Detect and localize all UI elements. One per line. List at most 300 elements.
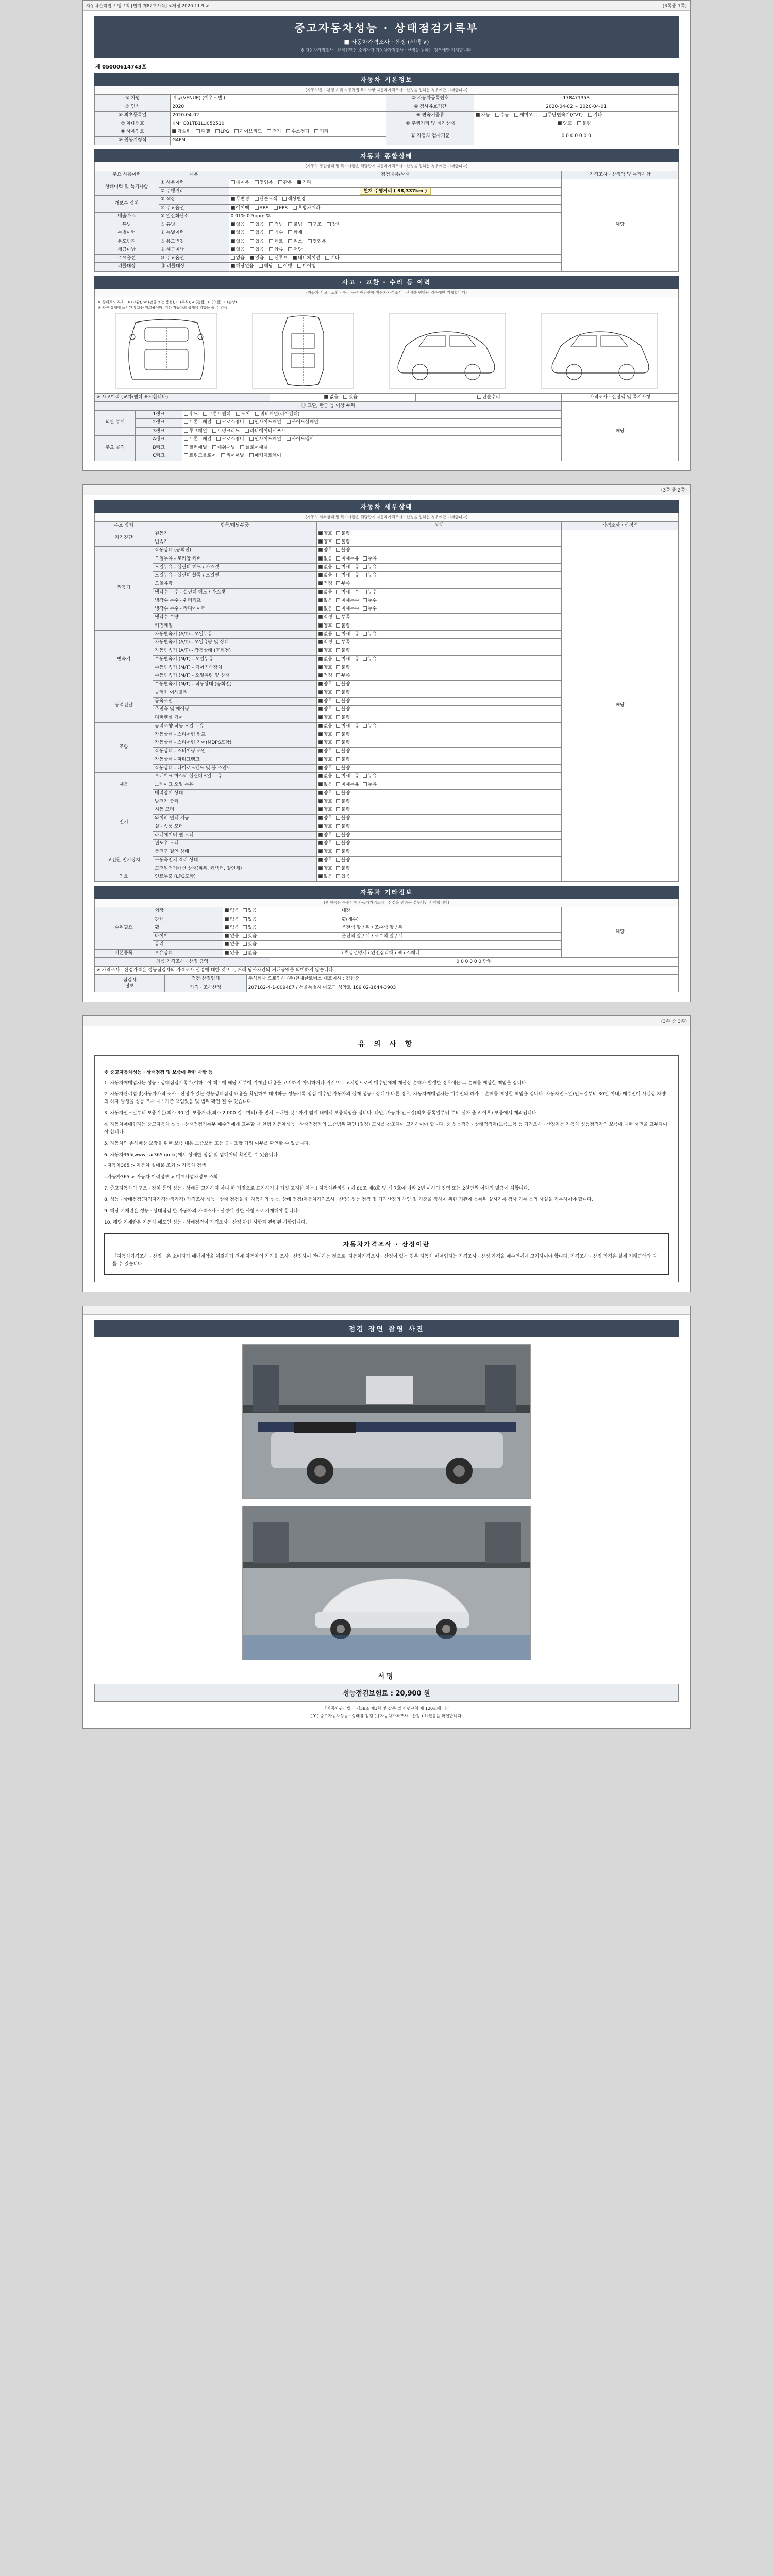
detail-option-0[interactable]: 없음 (318, 590, 332, 596)
detail-option-1[interactable]: 불량 (336, 623, 350, 629)
opt-government: 관용 (278, 180, 292, 186)
car-diagram-side-left (388, 312, 507, 389)
overall-section-title: 자동차 종합상태 (94, 149, 679, 162)
table-row (95, 402, 679, 410)
detail-option-1[interactable]: 미세누유 (336, 573, 359, 579)
detail-status[interactable] (316, 848, 562, 856)
detail-option-1[interactable]: 부족 (336, 615, 350, 620)
basic-section-title: 자동차 기본정보 (94, 73, 679, 86)
detail-option-2[interactable]: 누수 (363, 590, 377, 596)
detail-option-1[interactable]: 불량 (336, 766, 350, 771)
detail-option-1[interactable]: 미세누수 (336, 606, 359, 612)
etc-opt[interactable]: 있음 (243, 925, 257, 931)
opt-color-simple: 단순도색 (255, 197, 278, 202)
detail-option-1[interactable]: 불량 (336, 866, 350, 872)
table-row (95, 975, 679, 984)
detail-option-0[interactable]: 양호 (318, 841, 332, 846)
detail-option-1[interactable]: 불량 (336, 757, 350, 763)
detail-option-1[interactable]: 불량 (336, 699, 350, 704)
detail-option-0[interactable]: 양호 (318, 791, 332, 796)
detail-option-0[interactable]: 양호 (318, 807, 332, 813)
detail-status[interactable] (316, 714, 562, 722)
label-vin: ⑦ 차대번호 (95, 120, 171, 128)
accident-simple-repair[interactable]: 단순수리 (416, 393, 562, 401)
detail-option-0[interactable]: 없음 (318, 565, 332, 570)
table-row (95, 984, 679, 992)
detail-option-0[interactable]: 없음 (318, 556, 332, 562)
detail-item: 자동변속기 (A/T) - 작동상태 (공회전) (153, 647, 316, 655)
detail-status[interactable] (316, 588, 562, 597)
detail-group-1: 원동기 (95, 547, 153, 631)
detail-option-1[interactable]: 불량 (336, 682, 350, 687)
etc-sub-5[interactable]: î 취급설명서 î 안전삼각대 î 잭 î 스패너 (340, 949, 562, 957)
detail-option-0[interactable]: 적정 (318, 640, 332, 646)
col-usage: 주요 사용이력 (95, 171, 159, 179)
detail-option-1[interactable]: 부족 (336, 673, 350, 679)
row-item-usage: ① 사용이력 (159, 179, 229, 187)
detail-option-0[interactable]: 양호 (318, 732, 332, 738)
opt-rental: 대여용 (231, 180, 249, 186)
etc-option-2[interactable] (223, 924, 340, 932)
detail-option-2[interactable]: 누유 (363, 632, 377, 637)
detail-item: 브레이크 오일 누유 (153, 781, 316, 789)
detail-option-0[interactable]: 없음 (318, 874, 332, 880)
detail-option-1[interactable]: 있음 (336, 874, 350, 880)
detail-status[interactable] (316, 538, 562, 547)
guarantee-title: 자동차가격조사 · 산정이란 (343, 1241, 430, 1248)
detail-item: 와이퍼 덜터 기능 (153, 815, 316, 823)
page-2 (82, 484, 691, 1002)
detail-option-1[interactable]: 불량 (336, 791, 350, 796)
row-state-color[interactable] (229, 196, 562, 204)
detail-option-1[interactable]: 부족 (336, 640, 350, 646)
detail-item: 자동변속기 (A/T) - 오일누유 (153, 630, 316, 638)
detail-status[interactable] (316, 706, 562, 714)
row-state-special[interactable] (229, 229, 562, 238)
detail-option-0[interactable]: 양호 (318, 648, 332, 654)
detail-item: 등속조인트 (153, 697, 316, 705)
detail-option-0[interactable]: 양호 (318, 833, 332, 838)
fuel-option-lpg[interactable]: LPG (215, 129, 229, 135)
etc-opt[interactable]: 있음 (243, 942, 257, 947)
inspector-company-value: 주식회사 오토인사 (주)현대글로비스 대표이사 : 김한준 (246, 975, 678, 984)
parts-items-rankc[interactable]: 트렁크플로어 리어패널 패키지트레이 (182, 452, 561, 461)
parts-rank-1: 1랭크 (136, 411, 182, 419)
detail-item: 브레이크 마스터 실린더오일 누유 (153, 773, 316, 781)
transmission-option-cvt[interactable]: 무단변속기(CVT) (543, 113, 583, 118)
detail-option-1[interactable]: 미세누수 (336, 598, 359, 604)
detail-option-0[interactable]: 적정 (318, 581, 332, 587)
opt-tuning-none: 없음 (231, 222, 245, 228)
detail-option-0[interactable]: 양호 (318, 749, 332, 754)
opt-tuning-illegal: 불법 (288, 222, 302, 228)
row-state-mainoption[interactable] (229, 255, 562, 263)
detail-option-2[interactable]: 누유 (363, 724, 377, 730)
document-subtitle-note: ※ 자동차가격조사 · 산정선택은 소비자가 자동차가격조사 · 산정을 원하는 경우에만 기재합니다. (300, 48, 473, 53)
parts-items-rank2[interactable]: 프론트패널 크로스멤버 인사이드패널 사이드실패널 (182, 419, 561, 427)
opt-tax-none: 없음 (231, 247, 245, 253)
detail-status[interactable] (316, 823, 562, 831)
etc-option-3[interactable] (223, 933, 340, 941)
etc-sub-1[interactable]: 휠(개수) (340, 916, 562, 924)
detail-status[interactable] (316, 739, 562, 748)
etc-opt[interactable]: 없음 (243, 951, 257, 956)
etc-opt[interactable]: 없음 (225, 917, 239, 923)
fuel-option-hydrogen[interactable]: 수소전기 (286, 129, 309, 135)
detail-status[interactable] (316, 655, 562, 664)
etc-item-2: 휠 (153, 924, 223, 932)
accident-history-table (94, 393, 679, 402)
detail-item: 윈도우 모터 (153, 840, 316, 848)
etc-sub-2[interactable]: 운전석 앞 / 뒤 / 조수석 앞 / 뒤 (340, 924, 562, 932)
label-carname: ① 차명 (95, 95, 171, 103)
label-engine-type: ⑨ 원동기형식 (95, 137, 171, 145)
row-item-co: ⑤ 일산화탄소 (159, 212, 229, 221)
basic-info-table (94, 94, 679, 145)
detail-status[interactable] (316, 764, 562, 772)
detail-option-0[interactable]: 없음 (318, 598, 332, 604)
col-main-device: 주요 장치 (95, 521, 153, 530)
detail-status[interactable] (316, 555, 562, 563)
etc-opt[interactable]: 있음 (243, 934, 257, 939)
detail-status[interactable] (316, 639, 562, 647)
fuel-option-etc[interactable]: 기타 (314, 129, 328, 135)
detail-status[interactable] (316, 840, 562, 848)
page-3 (82, 1015, 691, 1292)
row-item-option: ④ 주요옵션 (159, 204, 229, 212)
detail-option-1[interactable]: 미세누수 (336, 590, 359, 596)
label-inspection-period: ④ 검사유효기간 (386, 103, 474, 111)
detail-item: 연료누출 (LPG포함) (153, 873, 316, 882)
etc-opt[interactable]: 있음 (225, 951, 239, 956)
opt-recall-yes: 해당 (259, 264, 273, 269)
detail-status[interactable] (316, 798, 562, 806)
detail-option-1[interactable]: 불량 (336, 749, 350, 754)
detail-item: 오일유량 (153, 580, 316, 588)
opt-mo-etc: 기타 (325, 256, 339, 261)
detail-item: 냉각수 누수 - 라디에이터 (153, 605, 316, 614)
parts-table (94, 402, 679, 461)
detail-option-1[interactable]: 불량 (336, 799, 350, 805)
parts-items-rankb[interactable]: 필러패널 대쉬패널 플로어패널 (182, 444, 561, 452)
parts-rank-3: 3랭크 (136, 427, 182, 435)
detail-status[interactable] (316, 781, 562, 789)
page-4-topbar (83, 1306, 690, 1315)
detail-status[interactable] (316, 722, 562, 731)
form-reference: 자동차관리법 시행규칙 [별지 제82호서식] <개정 2020.11.9.> (86, 3, 209, 9)
etc-opt[interactable]: 있음 (243, 908, 257, 914)
detail-group-5: 제동 (95, 773, 153, 798)
detail-option-0[interactable]: 양호 (318, 682, 332, 687)
detail-status[interactable] (316, 622, 562, 630)
detail-option-0[interactable]: 양호 (318, 858, 332, 863)
etc-opt[interactable]: 없음 (225, 942, 239, 947)
row-label-tuning: 튜닝 (95, 221, 159, 229)
row-state-tuning[interactable] (229, 221, 562, 229)
detail-option-1[interactable]: 미세누유 (336, 556, 359, 562)
detail-option-1[interactable]: 미세누유 (336, 724, 359, 730)
detail-status[interactable] (316, 580, 562, 588)
fuel-option-electric[interactable]: 전기 (267, 129, 281, 135)
detail-option-0[interactable]: 양호 (318, 665, 332, 671)
detail-group-3: 동력전달 (95, 689, 153, 722)
detail-status[interactable] (316, 597, 562, 605)
mileage-option-good[interactable]: 양호 (558, 121, 572, 127)
detail-option-0[interactable]: 양호 (318, 757, 332, 763)
detail-option-1[interactable]: 불량 (336, 816, 350, 821)
etc-opt[interactable]: 있음 (243, 917, 257, 923)
detail-option-0[interactable]: 없음 (318, 774, 332, 779)
detail-status[interactable] (316, 865, 562, 873)
detail-status[interactable] (316, 773, 562, 781)
detail-item: 동력조향 작동 오일 누유 (153, 722, 316, 731)
detail-option-0[interactable]: 없음 (318, 606, 332, 612)
detail-status[interactable] (316, 815, 562, 823)
detail-option-0[interactable]: 양호 (318, 766, 332, 771)
opt-special-none: 없음 (231, 230, 245, 236)
accident-history-value[interactable] (270, 393, 415, 401)
opt-rearcam: 후방카메라 (293, 206, 320, 211)
detail-option-0[interactable]: 양호 (318, 799, 332, 805)
etc-group-repair: 수리필요 (95, 907, 153, 949)
opt-tuning-device: 장치 (327, 222, 341, 228)
detail-status[interactable] (316, 572, 562, 580)
etc-opt[interactable]: 없음 (225, 908, 239, 914)
detail-option-2[interactable]: 누유 (363, 556, 377, 562)
detail-option-1[interactable]: 불량 (336, 824, 350, 830)
parts-items-ranka[interactable]: 프론트패널 크로스멤버 인사이드패널 사이드멤버 (182, 435, 561, 444)
notice-box (94, 1055, 679, 1282)
fuel-option-diesel[interactable]: 디젤 (196, 129, 210, 135)
detail-item: 클러치 어셈블리 (153, 689, 316, 697)
notice-item-2: 3. 자동차인도일부터 보증기간(최소 30 일, 보증거리(최소 2,000 킬로미터) 중 먼저 도래한 것 ' 까지 범위 내에서 보증책임을 집니다. 다만, 자동차 인도일(최초 등록일부터 부터 신차 출고 이후) 보증에서 제외됩니다. (104, 1111, 538, 1116)
inspector-reg-value: 207182-4-1-009487 / 서울특별시 마포구 성암로 189 02-1644-3903 (246, 984, 678, 992)
detail-group-7: 고전원 전기장치 (95, 848, 153, 873)
detail-item: 디퍼렌셜 기어 (153, 714, 316, 722)
detail-status[interactable] (316, 630, 562, 638)
mileage-option-bad[interactable]: 불량 (577, 121, 591, 127)
transmission-option-auto[interactable]: 자동 (476, 113, 490, 118)
detail-status[interactable] (316, 806, 562, 815)
row-state-usage[interactable] (229, 179, 562, 187)
detail-status[interactable] (316, 756, 562, 764)
row-item-mainoption: ⑩ 주요옵션 (159, 255, 229, 263)
detail-option-2[interactable]: 누유 (363, 573, 377, 579)
col-status: 상태 (316, 521, 562, 530)
detail-item: 원동기 (153, 530, 316, 538)
detail-status[interactable] (316, 672, 562, 681)
detail-option-1[interactable]: 불량 (336, 531, 350, 537)
detail-option-0[interactable]: 없음 (318, 632, 332, 637)
detail-item: 오일누유 - 로커암 커버 (153, 555, 316, 563)
overall-table (94, 171, 679, 272)
detail-status[interactable] (316, 731, 562, 739)
opt-abs: ABS (255, 206, 269, 211)
detail-status[interactable] (316, 664, 562, 672)
notice-item-11: 10. 해당 기재란은 자동차 매도인 성능 · 상태점검이 가격조사 · 산정 관한 사항과 관련된 사항입니다. (104, 1219, 307, 1225)
detail-status[interactable] (316, 697, 562, 705)
detail-status[interactable] (316, 873, 562, 882)
notice-item-1: 2. 자동차관리법령(자동차가격 조사 · 산정가 있는 성능상태점검 내용을 확인하여 대비하는 성능기록 점검 매수인 자동차의 실제 성능 · 상태가 다른 경우, 자동차매매업자는 매수인의 하자로 손해를 배상할 책임을 집니다. 자동차인도일(인도일부터 30일 이내) 매수인이 사실상 차량의 하자 발생을 성능 조사 시 ' 기준 책임있음 및 범위 확인 될 수 있습니다. (104, 1092, 666, 1105)
detail-option-0[interactable]: 양호 (318, 707, 332, 713)
detail-status[interactable] (316, 563, 562, 571)
row-state-usechange[interactable] (229, 238, 562, 246)
footer-line-2: [ Y ] 중고자동차성능 · 상태를 점검 [ ] 자동차가격조사 · 산정 ) 하였음을 확인합니다. (310, 1713, 463, 1718)
page-2-number: (3쪽 중 2쪽) (661, 487, 687, 493)
detail-option-1[interactable]: 불량 (336, 849, 350, 855)
row-state-tax[interactable] (229, 246, 562, 254)
etc-option-5[interactable] (223, 949, 340, 957)
detail-option-1[interactable]: 불량 (336, 732, 350, 738)
detail-status[interactable] (316, 856, 562, 865)
parts-price-value: 해당 (562, 402, 679, 461)
detail-option-1[interactable]: 불량 (336, 841, 350, 846)
opt-airbag: 에어백 (231, 206, 249, 211)
detail-group-0: 자기진단 (95, 530, 153, 547)
detail-item: 작동상태 - 스티어링 조인트 (153, 748, 316, 756)
detail-option-1[interactable]: 불량 (336, 715, 350, 721)
table-row (95, 95, 679, 103)
detail-option-1[interactable]: 부족 (336, 581, 350, 587)
opt-sunroof: 선루프 (269, 256, 288, 261)
table-row (95, 530, 679, 538)
overall-section-note: (자동차 종합상태 및 특수사항은 해당란에 자동차가격조사 · 산정을 원하는 경우에만 기재합니다) (94, 162, 679, 171)
detail-option-1[interactable]: 불량 (336, 707, 350, 713)
col-state: 점검내용/상태 (229, 171, 562, 179)
detail-option-2[interactable]: 누유 (363, 657, 377, 663)
detail-option-0[interactable]: 양호 (318, 699, 332, 704)
row-state-mileage: 현재 주행거리 ( 38,337km ) (229, 188, 562, 196)
detail-option-0[interactable]: 양호 (318, 824, 332, 830)
detail-option-0[interactable]: 양호 (318, 548, 332, 553)
detail-option-0[interactable]: 적정 (318, 615, 332, 620)
detail-option-2[interactable]: 누유 (363, 565, 377, 570)
detail-option-1[interactable]: 미세누유 (336, 657, 359, 663)
transmission-option-semi[interactable]: 세미오토 (514, 113, 537, 118)
etc-sub-4[interactable] (340, 941, 562, 949)
detail-option-0[interactable]: 없음 (318, 724, 332, 730)
etc-sub-3[interactable]: 운전석 앞 / 뒤 / 조수석 앞 / 뒤 (340, 933, 562, 941)
transmission-option-etc[interactable]: 기타 (588, 113, 602, 118)
opt-uc-rent: 렌트 (269, 239, 283, 245)
detail-status[interactable] (316, 647, 562, 655)
footer-line-1: 「자동차관리법」 제58조 제1항 및 같은 법 시행규칙 제 120조에 따라 (323, 1706, 450, 1711)
table-row (95, 111, 679, 120)
detail-status[interactable] (316, 614, 562, 622)
notice-item-9: 8. 성능 · 상태점검(자격자가격산정가격) 가격조사 성능 · 상태 점검을 한 자동차의 성능, 상태 점검(자동차가격조사 · 산정) 성능 점검 및 가격산정의 책임 및 기준을 정하여 위한 기관에 등록된 실시기록 검사 기록 등의 사실을 기록하여야 합니다. (104, 1197, 593, 1202)
detail-option-0[interactable]: 양호 (318, 816, 332, 821)
detail-group-4: 조향 (95, 722, 153, 773)
detail-option-0[interactable]: 양호 (318, 623, 332, 629)
detail-option-1[interactable]: 미세누유 (336, 565, 359, 570)
detail-option-0[interactable]: 없음 (318, 782, 332, 788)
inspector-reg-label: 가격 · 조사산정 (164, 984, 246, 992)
row-item-tax: ⑨ 세금미납 (159, 246, 229, 254)
row-state-recall[interactable] (229, 263, 562, 271)
detail-option-0[interactable]: 적정 (318, 673, 332, 679)
etc-item-4: 유리 (153, 941, 223, 949)
detail-status[interactable] (316, 547, 562, 555)
detail-option-1[interactable]: 불량 (336, 690, 350, 696)
detail-option-2[interactable]: 누수 (363, 606, 377, 612)
opt-acc-none: 없음 (324, 395, 338, 400)
detail-section-title: 자동차 세부상태 (94, 500, 679, 513)
detail-status[interactable] (316, 605, 562, 614)
detail-option-0[interactable]: 양호 (318, 539, 332, 545)
fuel-option-hybrid[interactable]: 하이브리드 (234, 129, 262, 135)
detail-option-1[interactable]: 불량 (336, 858, 350, 863)
opt-mo-yes: 있음 (250, 256, 264, 261)
detail-option-0[interactable]: 양호 (318, 690, 332, 696)
detail-item: 충전구 절연 상태 (153, 848, 316, 856)
detail-option-1[interactable]: 미세누유 (336, 774, 359, 779)
fuel-option-gasoline[interactable]: 가솔린 (172, 129, 191, 135)
detail-option-1[interactable]: 미세누유 (336, 782, 359, 788)
inspection-photo-1 (242, 1344, 531, 1499)
transmission-option-manual[interactable]: 수동 (495, 113, 509, 118)
detail-option-1[interactable]: 불량 (336, 833, 350, 838)
detail-option-1[interactable]: 미세누유 (336, 632, 359, 637)
detail-status[interactable] (316, 748, 562, 756)
detail-option-0[interactable]: 양호 (318, 531, 332, 537)
parts-cat-exterior: 외판 부위 (95, 411, 136, 436)
detail-status[interactable] (316, 831, 562, 839)
detail-status[interactable] (316, 681, 562, 689)
detail-option-0[interactable]: 없음 (318, 657, 332, 663)
detail-status[interactable] (316, 689, 562, 697)
etc-option-4[interactable] (223, 941, 340, 949)
detail-option-1[interactable]: 불량 (336, 548, 350, 553)
col-detail-price: 가격조사 · 산정액 (562, 521, 679, 530)
detail-price-note: 해당 (562, 530, 679, 882)
col-part: 항목/해당부품 (153, 521, 316, 530)
detail-option-0[interactable]: 양호 (318, 715, 332, 721)
detail-option-0[interactable]: 양호 (318, 866, 332, 872)
etc-option-1[interactable] (223, 916, 340, 924)
detail-option-0[interactable]: 양호 (318, 849, 332, 855)
label-fuel: ⑧ 사용연료 (95, 128, 171, 137)
detail-status[interactable] (316, 789, 562, 798)
detail-option-1[interactable]: 불량 (336, 539, 350, 545)
parts-items-rank3[interactable]: 루프패널 트렁크리드 라디에이터서포트 (182, 427, 561, 435)
value-first-reg: 2020-04-02 (171, 111, 386, 120)
opt-uc-none: 없음 (231, 239, 245, 245)
detail-option-0[interactable]: 양호 (318, 740, 332, 746)
detail-option-0[interactable]: 없음 (318, 573, 332, 579)
accident-section-title: 사고 · 교환 · 수리 등 이력 (94, 276, 679, 289)
accident-history-label: ※ 사고이력 (교차/펜더 표시합니다) (95, 393, 270, 401)
detail-option-1[interactable]: 불량 (336, 648, 350, 654)
detail-status[interactable] (316, 530, 562, 538)
etc-item-5: 보유상태 (153, 949, 223, 957)
detail-option-1[interactable]: 불량 (336, 807, 350, 813)
etc-sub-0[interactable]: 내장 (340, 907, 562, 916)
detail-option-2[interactable]: 누수 (363, 598, 377, 604)
detail-option-1[interactable]: 불량 (336, 665, 350, 671)
accident-price-label: 가격조사 · 산정액 및 특기사항 (562, 393, 679, 401)
etc-option-0[interactable] (223, 907, 340, 916)
detail-option-1[interactable]: 불량 (336, 740, 350, 746)
detail-option-2[interactable]: 누유 (363, 782, 377, 788)
value-vin: KMHC81TB1LU052510 (171, 120, 386, 128)
detail-option-2[interactable]: 누유 (363, 774, 377, 779)
etc-opt[interactable]: 없음 (225, 925, 239, 931)
parts-items-rank1[interactable]: 후드 프론트펜더 도어 쿼터패널(리어펜더) (182, 411, 561, 419)
row-state-option[interactable] (229, 204, 562, 212)
detail-group-6: 전기 (95, 798, 153, 848)
row-label-emission: 배출가스 (95, 212, 159, 221)
etc-opt[interactable]: 없음 (225, 934, 239, 939)
